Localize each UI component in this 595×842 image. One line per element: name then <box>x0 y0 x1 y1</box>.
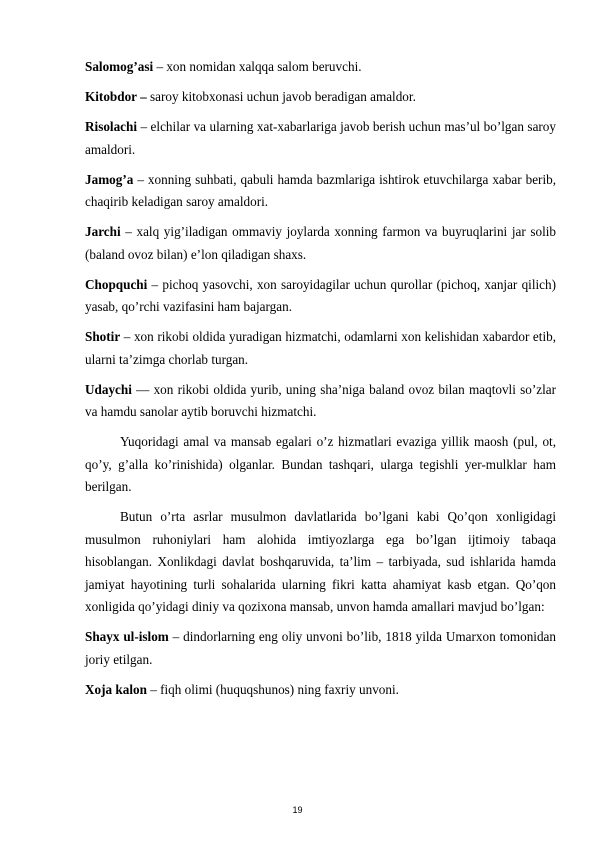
glossary-term: Shayx ul-islom <box>85 629 169 644</box>
glossary-entry <box>85 221 556 266</box>
glossary-definition: – xon nomidan xalqqa salom beruvchi. <box>153 59 362 74</box>
document-body <box>85 56 556 709</box>
glossary-definition: — xon rikobi oldida yurib, uning sha’niga baland ovoz bilan maqtovli so’zlar va hamdu sanolar aytib boruvchi hizmatchi. <box>85 381 556 419</box>
glossary-term: Jarchi <box>85 224 121 239</box>
body-paragraph: Butun o’rta asrlar musulmon davlatlarida bo’lgani kabi Qo’qon xonligidagi musulmon ruhoniylari ham alohida imtiyozlarga ega bo’lgan ijtimoiy tabaqa hisoblangan. Xonlikdagi davlat boshqaruvida, ta’lim – tarbiyada, sud ishlarida hamda jamiyat hayotining turli sohalarida ularning fikri katta ahamiyat kasb etgan. Qo’qon xonligida qo’yidagi diniy va qozixona mansab, unvon hamda amallari mavjud bo’lgan: <box>85 509 556 614</box>
page-number: 19 <box>292 805 303 815</box>
glossary-entry <box>85 626 556 671</box>
glossary-term: Salomog’asi <box>85 59 154 74</box>
glossary-term: Jamog’a <box>85 171 134 187</box>
glossary-definition: – xon rikobi oldida yuradigan hizmatchi, odamlarni xon kelishidan xabardor etib, ularni ta’zimga chorlab turgan. <box>85 329 556 367</box>
glossary-entry <box>85 379 556 424</box>
glossary-term: Chopquchi <box>85 276 148 292</box>
glossary-definition: – dindorlarning eng oliy unvoni bo’lib, 1818 yilda Umarxon tomonidan joriy etilgan. <box>85 629 556 667</box>
glossary-entry <box>85 326 556 371</box>
glossary-entry <box>85 679 556 702</box>
glossary-definition: – pichoq yasovchi, xon saroyidagilar uchun qurollar (pichoq, xanjar qilich) yasab, qo’rchi vazifasini ham bajargan. <box>85 276 556 314</box>
glossary-definition: – xonning suhbati, qabuli hamda bazmlariga ishtirok etuvchilarga xabar berib, chaqirib keladigan saroy amaldori. <box>85 171 556 209</box>
glossary-term: Xoja kalon <box>85 681 147 697</box>
glossary-entry <box>85 169 556 214</box>
glossary-term: Udaychi <box>85 381 132 397</box>
glossary-definition: – elchilar va ularning xat-xabarlariga javob berish uchun mas’ul bo’lgan saroy amaldori. <box>85 119 556 157</box>
glossary-entry <box>85 86 556 109</box>
glossary-definition: – fiqh olimi (huquqshunos) ning faxriy unvoni. <box>146 681 399 697</box>
glossary-entry <box>85 56 556 79</box>
glossary-definition: – xalq yig’iladigan ommaviy joylarda xonning farmon va buyruqlarini jar solib (baland ovoz bilan) e’lon qiladigan shaxs. <box>85 224 556 262</box>
glossary-entry <box>85 116 556 161</box>
glossary-entry <box>85 274 556 319</box>
body-paragraph: Yuqoridagi amal va mansab egalari o’z hizmatlari evaziga yillik maosh (pul, ot, qo’y, g’alla ko’rinishida) olganlar. Bundan tashqari, ularga tegishli yer-mulklar ham berilgan. <box>85 434 556 494</box>
glossary-term: Kitobdor – <box>85 89 147 104</box>
glossary-term: Shotir <box>85 329 121 344</box>
glossary-definition: saroy kitobxonasi uchun javob beradigan amaldor. <box>146 89 416 104</box>
glossary-term: Risolachi <box>85 119 138 134</box>
